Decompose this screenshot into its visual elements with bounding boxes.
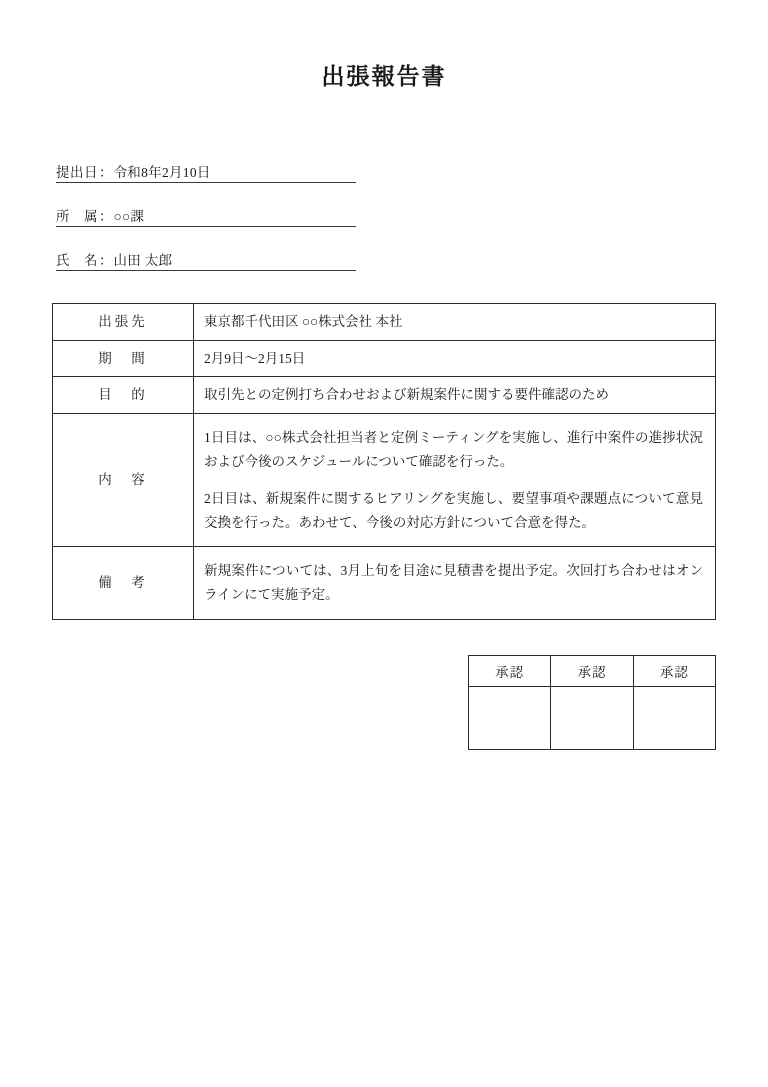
meta-row-department	[56, 194, 356, 227]
row-label-period: 期 間	[53, 340, 194, 377]
row-value-remarks	[194, 547, 716, 619]
meta-separator: ：	[99, 253, 113, 268]
row-label-purpose: 目 的	[53, 377, 194, 414]
table-row	[53, 413, 716, 547]
meta-value-department: ○○課	[113, 209, 145, 224]
meta-row-name	[56, 238, 356, 271]
meta-separator: ：	[99, 165, 113, 180]
table-row	[53, 547, 716, 619]
remarks-paragraph-1: 新規案件については、3月上旬を目途に見積書を提出予定。次回打ち合わせはオンラインにて実施予定。	[204, 563, 703, 602]
header-meta-block	[56, 150, 356, 282]
meta-value-name: 山田 太郎	[113, 253, 173, 268]
content-paragraph-2: 2日目は、新規案件に関するヒアリングを実施し、要望事項や課題点について意見交換を行った。あわせて、今後の対応方針について合意を得た。	[204, 491, 703, 530]
approval-header-3: 承認	[633, 656, 715, 687]
table-row	[53, 304, 716, 341]
row-label-content: 内 容	[53, 413, 194, 547]
approval-stamp-cell-2[interactable]	[551, 687, 633, 750]
report-table	[52, 303, 716, 620]
meta-label-name: 氏 名	[56, 253, 98, 268]
approval-header-row	[469, 656, 716, 687]
content-paragraph-1: 1日目は、○○株式会社担当者と定例ミーティングを実施し、進行中案件の進捗状況および今後のスケジュールについて確認を行った。	[204, 429, 703, 469]
row-value-purpose: 取引先との定例打ち合わせおよび新規案件に関する要件確認のため	[194, 377, 716, 414]
meta-label-submission-date: 提出日	[56, 165, 98, 180]
meta-label-department: 所 属	[56, 209, 98, 224]
approval-stamp-cell-1[interactable]	[469, 687, 551, 750]
approval-header-1: 承認	[469, 656, 551, 687]
meta-separator: ：	[99, 209, 113, 224]
row-value-destination: 東京都千代田区 ○○株式会社 本社	[194, 304, 716, 341]
meta-row-submission-date	[56, 150, 356, 183]
page-title: 出張報告書	[321, 64, 447, 89]
row-label-remarks: 備 考	[53, 547, 194, 619]
approval-stamp-row	[469, 687, 716, 750]
approval-stamp-cell-3[interactable]	[633, 687, 715, 750]
table-row	[53, 377, 716, 414]
approval-table	[468, 655, 716, 750]
table-row	[53, 340, 716, 377]
approval-header-2: 承認	[551, 656, 633, 687]
row-value-content	[194, 413, 716, 547]
row-value-period: 2月9日〜2月15日	[194, 340, 716, 377]
meta-value-submission-date: 令和8年2月10日	[113, 165, 211, 180]
row-label-destination: 出張先	[53, 304, 194, 341]
